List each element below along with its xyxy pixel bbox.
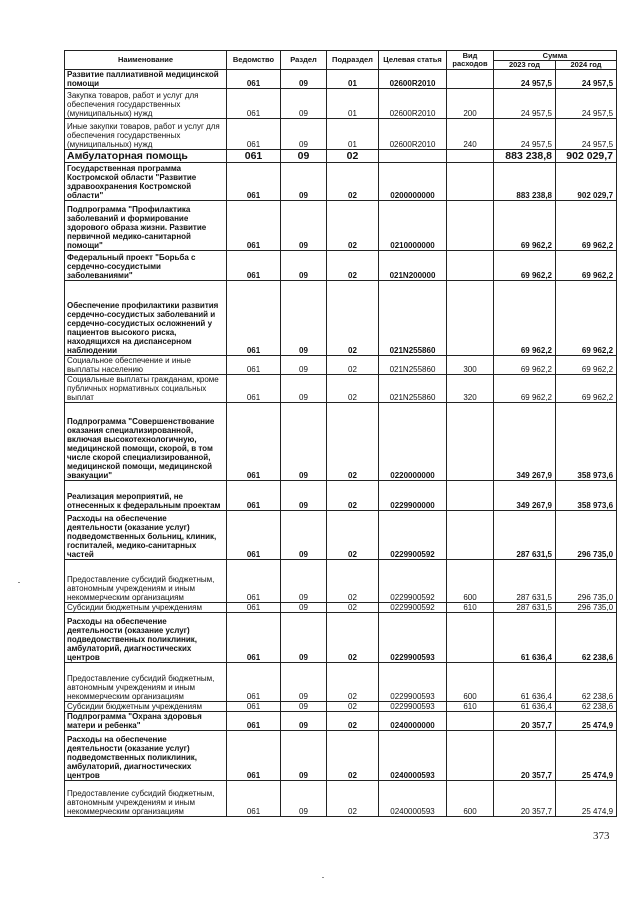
row-sum-2023: 24 957,5 <box>494 119 556 150</box>
row-vedomstvo: 061 <box>227 163 281 201</box>
row-sum-2024: 69 962,2 <box>556 375 617 403</box>
row-razdel: 09 <box>281 356 327 375</box>
row-celevaya-statya: 0229900593 <box>379 663 447 702</box>
row-name: Развитие паллиативной медицинской помощи <box>65 70 227 89</box>
table-row <box>65 663 617 702</box>
row-sum-2023: 349 267,9 <box>494 481 556 511</box>
row-sum-2024: 296 735,0 <box>556 603 617 613</box>
row-celevaya-statya: 0240000000 <box>379 712 447 731</box>
row-vedomstvo: 061 <box>227 70 281 89</box>
table-row <box>65 731 617 781</box>
row-name: Расходы на обеспечение деятельности (оказание услуг) подведомственных больниц, клиник, госпиталей, медико-санитарных частей <box>65 511 227 560</box>
row-vid-rashodov <box>447 481 494 511</box>
row-razdel: 09 <box>281 603 327 613</box>
table-row <box>65 281 617 356</box>
row-razdel: 09 <box>281 781 327 817</box>
row-sum-2023: 883 238,8 <box>494 150 556 163</box>
table-row <box>65 356 617 375</box>
row-razdel: 09 <box>281 403 327 481</box>
header-year-2024: 2024 год <box>556 61 617 70</box>
row-sum-2024: 69 962,2 <box>556 251 617 281</box>
row-sum-2024: 24 957,5 <box>556 89 617 119</box>
row-vedomstvo: 061 <box>227 251 281 281</box>
row-celevaya-statya: 02600R2010 <box>379 89 447 119</box>
row-sum-2024: 902 029,7 <box>556 163 617 201</box>
row-name: Предоставление субсидий бюджетным, автономным учреждениям и иным некоммерческим организациям <box>65 663 227 702</box>
table-row <box>65 560 617 603</box>
page-number: 373 <box>593 830 610 842</box>
scan-speck <box>18 582 20 583</box>
row-vid-rashodov: 600 <box>447 663 494 702</box>
table-row <box>65 781 617 817</box>
row-podrazdel: 02 <box>327 702 379 712</box>
row-sum-2024: 358 973,6 <box>556 403 617 481</box>
row-vedomstvo: 061 <box>227 481 281 511</box>
budget-table-sheet <box>64 50 616 817</box>
row-sum-2023: 349 267,9 <box>494 403 556 481</box>
row-vedomstvo: 061 <box>227 560 281 603</box>
row-podrazdel: 01 <box>327 119 379 150</box>
row-celevaya-statya: 0229900000 <box>379 481 447 511</box>
row-sum-2023: 883 238,8 <box>494 163 556 201</box>
row-podrazdel: 02 <box>327 201 379 251</box>
row-sum-2023: 24 957,5 <box>494 89 556 119</box>
table-row <box>65 403 617 481</box>
table-row <box>65 375 617 403</box>
row-celevaya-statya: 021N200000 <box>379 251 447 281</box>
row-celevaya-statya: 0229900592 <box>379 603 447 613</box>
row-name: Подпрограмма "Совершенствование оказания специализированной, включая высокотехнологичную, медицинской помощи, скорой, в том числе скорой специализированной, медицинской помощи, медицинской эвакуации" <box>65 403 227 481</box>
row-vid-rashodov <box>447 163 494 201</box>
row-vedomstvo: 061 <box>227 603 281 613</box>
row-sum-2023: 20 357,7 <box>494 712 556 731</box>
row-sum-2024: 25 474,9 <box>556 731 617 781</box>
table-row <box>65 613 617 663</box>
row-name: Предоставление субсидий бюджетным, автономным учреждениям и иным некоммерческим организациям <box>65 781 227 817</box>
table-row <box>65 511 617 560</box>
row-podrazdel: 01 <box>327 89 379 119</box>
row-celevaya-statya: 0229900593 <box>379 702 447 712</box>
row-vid-rashodov <box>447 251 494 281</box>
row-razdel: 09 <box>281 712 327 731</box>
row-razdel: 09 <box>281 511 327 560</box>
row-podrazdel: 02 <box>327 511 379 560</box>
row-vid-rashodov <box>447 281 494 356</box>
row-vedomstvo: 061 <box>227 511 281 560</box>
row-name: Подпрограмма "Профилактика заболеваний и формирование здорового образа жизни. Развитие первичной медико-санитарной помощи" <box>65 201 227 251</box>
row-podrazdel: 02 <box>327 663 379 702</box>
table-row <box>65 603 617 613</box>
row-vid-rashodov: 320 <box>447 375 494 403</box>
table-row <box>65 201 617 251</box>
row-vid-rashodov <box>447 150 494 163</box>
table-row <box>65 251 617 281</box>
row-sum-2023: 287 631,5 <box>494 603 556 613</box>
row-name: Субсидии бюджетным учреждениям <box>65 603 227 613</box>
table-row <box>65 702 617 712</box>
row-sum-2024: 296 735,0 <box>556 511 617 560</box>
row-name: Обеспечение профилактики развития сердечно-сосудистых заболеваний и сердечно-сосудистых осложнений у пациентов высокого риска, находящихся на диспансерном наблюдении <box>65 281 227 356</box>
row-name: Предоставление субсидий бюджетным, автономным учреждениям и иным некоммерческим организациям <box>65 560 227 603</box>
row-sum-2024: 25 474,9 <box>556 781 617 817</box>
row-sum-2023: 20 357,7 <box>494 781 556 817</box>
row-celevaya-statya: 021N255860 <box>379 356 447 375</box>
row-sum-2023: 61 636,4 <box>494 663 556 702</box>
row-celevaya-statya: 0240000593 <box>379 781 447 817</box>
row-podrazdel: 02 <box>327 150 379 163</box>
row-celevaya-statya: 0220000000 <box>379 403 447 481</box>
row-vedomstvo: 061 <box>227 89 281 119</box>
row-vid-rashodov <box>447 403 494 481</box>
table-row <box>65 481 617 511</box>
row-razdel: 09 <box>281 70 327 89</box>
row-vedomstvo: 061 <box>227 150 281 163</box>
row-razdel: 09 <box>281 481 327 511</box>
row-sum-2023: 24 957,5 <box>494 70 556 89</box>
row-sum-2023: 61 636,4 <box>494 613 556 663</box>
row-celevaya-statya: 021N255860 <box>379 281 447 356</box>
row-podrazdel: 02 <box>327 281 379 356</box>
row-sum-2023: 69 962,2 <box>494 251 556 281</box>
row-razdel: 09 <box>281 560 327 603</box>
row-sum-2024: 25 474,9 <box>556 712 617 731</box>
row-razdel: 09 <box>281 375 327 403</box>
row-celevaya-statya: 021N255860 <box>379 375 447 403</box>
row-sum-2024: 69 962,2 <box>556 281 617 356</box>
row-sum-2024: 69 962,2 <box>556 356 617 375</box>
row-razdel: 09 <box>281 613 327 663</box>
table-row <box>65 70 617 89</box>
row-sum-2024: 62 238,6 <box>556 702 617 712</box>
row-podrazdel: 02 <box>327 163 379 201</box>
row-vedomstvo: 061 <box>227 403 281 481</box>
row-name: Расходы на обеспечение деятельности (оказание услуг) подведомственных поликлиник, амбулаторий, диагностических центров <box>65 731 227 781</box>
row-name: Закупка товаров, работ и услуг для обеспечения государственных (муниципальных) нужд <box>65 89 227 119</box>
row-vedomstvo: 061 <box>227 702 281 712</box>
row-name: Подпрограмма "Охрана здоровья матери и ребенка" <box>65 712 227 731</box>
row-celevaya-statya: 0210000000 <box>379 201 447 251</box>
row-sum-2024: 358 973,6 <box>556 481 617 511</box>
row-podrazdel: 02 <box>327 375 379 403</box>
table-body <box>65 70 617 817</box>
row-vid-rashodov: 610 <box>447 603 494 613</box>
table-row <box>65 119 617 150</box>
row-name: Федеральный проект "Борьба с сердечно-сосудистыми заболеваниями" <box>65 251 227 281</box>
row-name: Расходы на обеспечение деятельности (оказание услуг) подведомственных поликлиник, амбулаторий, диагностических центров <box>65 613 227 663</box>
row-vedomstvo: 061 <box>227 375 281 403</box>
row-razdel: 09 <box>281 731 327 781</box>
table-row <box>65 163 617 201</box>
budget-table <box>64 50 617 817</box>
row-name: Социальное обеспечение и иные выплаты населению <box>65 356 227 375</box>
row-vid-rashodov <box>447 201 494 251</box>
row-vid-rashodov <box>447 613 494 663</box>
row-sum-2023: 61 636,4 <box>494 702 556 712</box>
row-vid-rashodov: 600 <box>447 560 494 603</box>
row-razdel: 09 <box>281 150 327 163</box>
row-podrazdel: 02 <box>327 781 379 817</box>
row-podrazdel: 01 <box>327 70 379 89</box>
row-celevaya-statya: 0200000000 <box>379 163 447 201</box>
row-celevaya-statya <box>379 150 447 163</box>
row-sum-2023: 69 962,2 <box>494 201 556 251</box>
row-sum-2023: 69 962,2 <box>494 375 556 403</box>
row-razdel: 09 <box>281 89 327 119</box>
row-vid-rashodov <box>447 511 494 560</box>
row-razdel: 09 <box>281 663 327 702</box>
row-podrazdel: 02 <box>327 712 379 731</box>
row-podrazdel: 02 <box>327 403 379 481</box>
row-podrazdel: 02 <box>327 356 379 375</box>
row-celevaya-statya: 02600R2010 <box>379 119 447 150</box>
row-vid-rashodov: 200 <box>447 89 494 119</box>
row-vid-rashodov <box>447 731 494 781</box>
row-podrazdel: 02 <box>327 560 379 603</box>
row-celevaya-statya: 0229900593 <box>379 613 447 663</box>
row-vid-rashodov: 610 <box>447 702 494 712</box>
header-name: Наименование <box>65 51 227 70</box>
row-vid-rashodov: 600 <box>447 781 494 817</box>
row-name: Амбулаторная помощь <box>65 150 227 163</box>
row-sum-2023: 287 631,5 <box>494 511 556 560</box>
row-vedomstvo: 061 <box>227 731 281 781</box>
row-sum-2024: 62 238,6 <box>556 663 617 702</box>
row-celevaya-statya: 0229900592 <box>379 560 447 603</box>
row-sum-2024: 296 735,0 <box>556 560 617 603</box>
row-razdel: 09 <box>281 702 327 712</box>
row-podrazdel: 02 <box>327 251 379 281</box>
row-name: Реализация мероприятий, не отнесенных к федеральным проектам <box>65 481 227 511</box>
row-sum-2024: 24 957,5 <box>556 119 617 150</box>
header-year-2023: 2023 год <box>494 61 556 70</box>
row-vedomstvo: 061 <box>227 663 281 702</box>
row-name: Социальные выплаты гражданам, кроме публичных нормативных социальных выплат <box>65 375 227 403</box>
row-sum-2023: 287 631,5 <box>494 560 556 603</box>
header-celevaya-statya: Целевая статья <box>379 51 447 70</box>
row-vid-rashodov: 300 <box>447 356 494 375</box>
row-sum-2024: 24 957,5 <box>556 70 617 89</box>
row-podrazdel: 02 <box>327 603 379 613</box>
header-vedomstvo: Ведомство <box>227 51 281 70</box>
row-sum-2023: 69 962,2 <box>494 356 556 375</box>
header-vid-rashodov: Вид расходов <box>447 51 494 70</box>
row-podrazdel: 02 <box>327 481 379 511</box>
row-razdel: 09 <box>281 119 327 150</box>
row-vid-rashodov <box>447 70 494 89</box>
scan-speck <box>322 877 324 878</box>
row-razdel: 09 <box>281 281 327 356</box>
row-podrazdel: 02 <box>327 731 379 781</box>
row-sum-2023: 20 357,7 <box>494 731 556 781</box>
table-row <box>65 712 617 731</box>
row-vid-rashodov <box>447 712 494 731</box>
row-sum-2024: 902 029,7 <box>556 150 617 163</box>
row-razdel: 09 <box>281 201 327 251</box>
header-podrazdel: Подраздел <box>327 51 379 70</box>
row-vedomstvo: 061 <box>227 201 281 251</box>
row-vedomstvo: 061 <box>227 356 281 375</box>
row-name: Иные закупки товаров, работ и услуг для обеспечения государственных (муниципальных) нужд <box>65 119 227 150</box>
row-razdel: 09 <box>281 251 327 281</box>
row-vid-rashodov: 240 <box>447 119 494 150</box>
row-razdel: 09 <box>281 163 327 201</box>
row-name: Субсидии бюджетным учреждениям <box>65 702 227 712</box>
row-vedomstvo: 061 <box>227 281 281 356</box>
row-vedomstvo: 061 <box>227 119 281 150</box>
table-row <box>65 150 617 163</box>
row-podrazdel: 02 <box>327 613 379 663</box>
row-celevaya-statya: 02600R2010 <box>379 70 447 89</box>
table-header <box>65 51 617 70</box>
table-row <box>65 89 617 119</box>
row-vedomstvo: 061 <box>227 613 281 663</box>
row-sum-2023: 69 962,2 <box>494 281 556 356</box>
header-razdel: Раздел <box>281 51 327 70</box>
row-celevaya-statya: 0240000593 <box>379 731 447 781</box>
row-sum-2024: 62 238,6 <box>556 613 617 663</box>
row-name: Государственная программа Костромской области "Развитие здравоохранения Костромской области" <box>65 163 227 201</box>
header-summa: Сумма <box>494 51 617 61</box>
row-vedomstvo: 061 <box>227 712 281 731</box>
row-celevaya-statya: 0229900592 <box>379 511 447 560</box>
row-vedomstvo: 061 <box>227 781 281 817</box>
row-sum-2024: 69 962,2 <box>556 201 617 251</box>
